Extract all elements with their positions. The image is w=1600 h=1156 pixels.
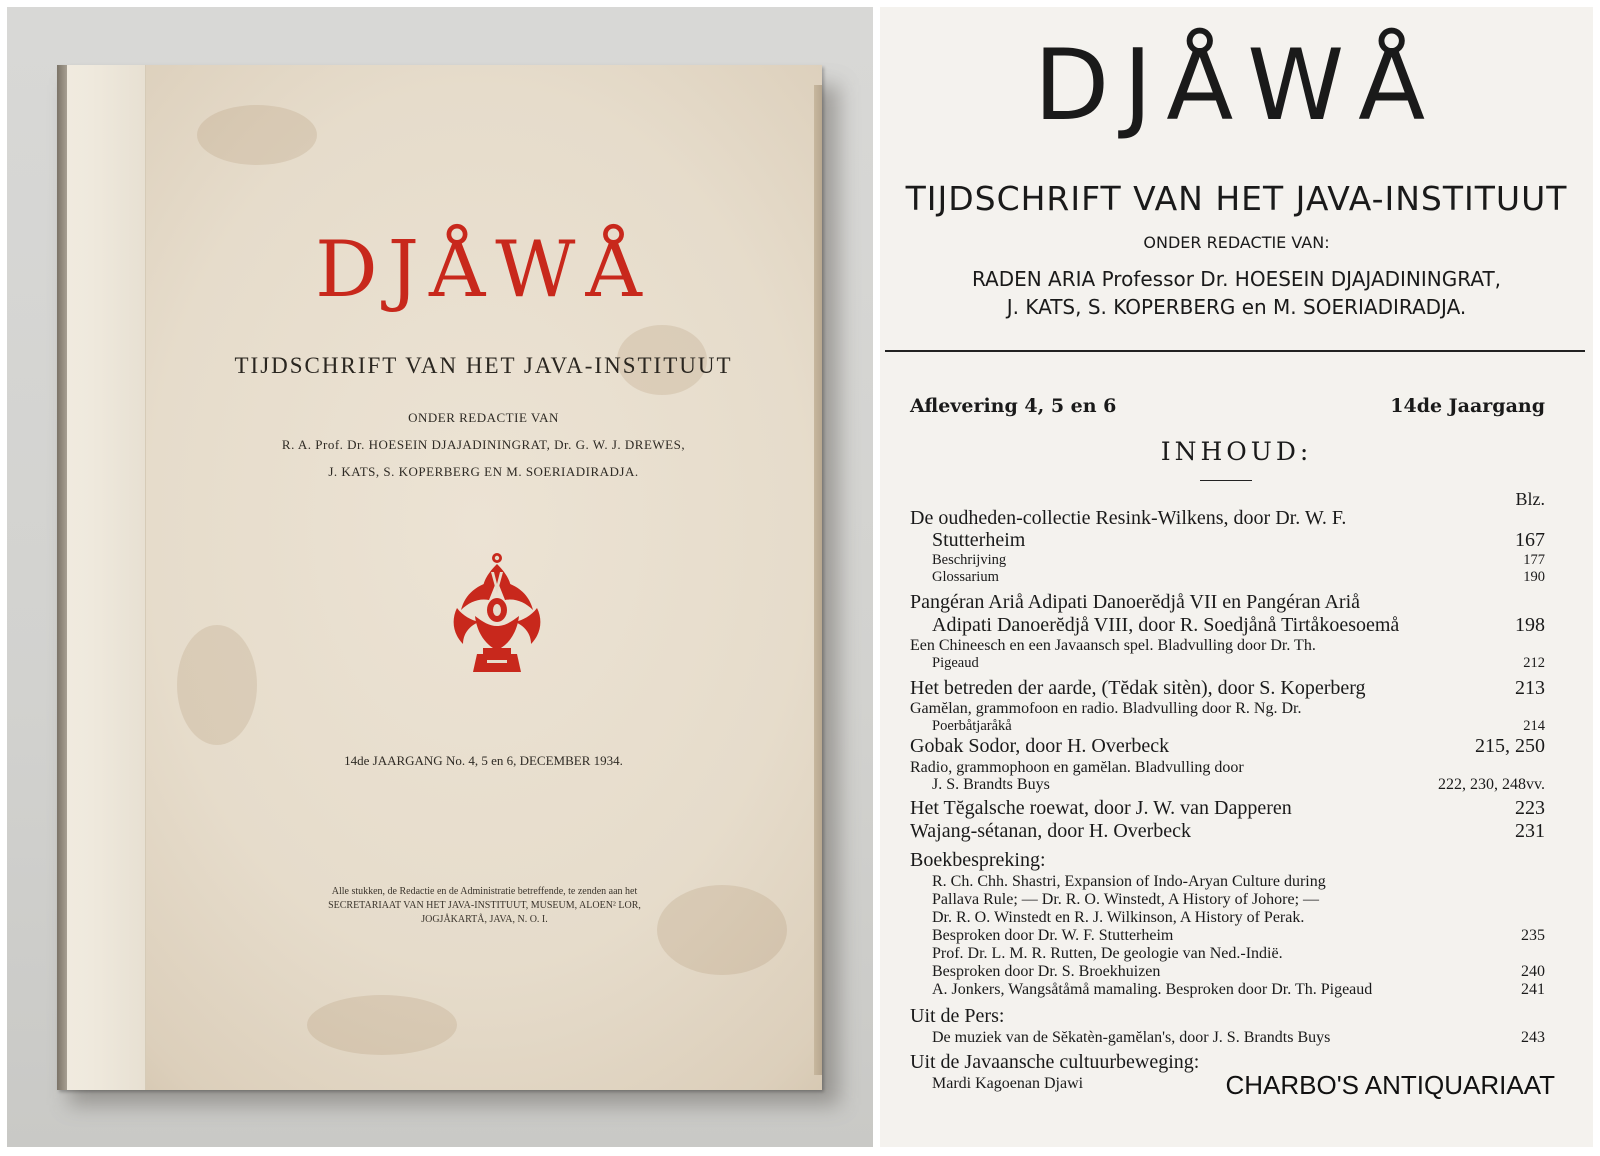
cover-subtitle: TIJDSCHRIFT VAN HET JAVA-INSTITUUT (234, 353, 733, 378)
booklet-cover (57, 65, 822, 1090)
cover-address-note: SECRETARIAAT VAN HET JAVA-INSTITUUT, MUSEUM, ALOEN² LOR, (328, 900, 641, 911)
cover-title: DJÅWÅ (315, 225, 652, 315)
cover-editors-heading: ONDER REDACTIE VAN (408, 410, 559, 425)
editors-line: J. KATS, S. KOPERBERG en M. SOERIADIRADJA. (1006, 295, 1467, 319)
garuda-emblem-icon (447, 550, 547, 680)
issue-number: Aflevering 4, 5 en 6 (910, 395, 1117, 417)
volume-number: 14de Jaargang (1390, 395, 1545, 417)
page-column-label: Blz. (1515, 489, 1545, 509)
editors-line: RADEN ARIA Professor Dr. HOESEIN DJAJADININGRAT, (971, 267, 1502, 291)
cover-photo (7, 7, 873, 1147)
contents-heading: INHOUD: (1160, 437, 1313, 466)
foxing-stain (177, 625, 257, 745)
booklet-spine (57, 65, 146, 1090)
journal-subtitle: TIJDSCHRIFT VAN HET JAVA-INSTITUUT (905, 179, 1568, 218)
cover-issue: 14de JAARGANG No. 4, 5 en 6, DECEMBER 1934. (344, 753, 623, 768)
cover-address-note: JOGJÅKARTÅ, JAVA, N. O. I. (421, 914, 548, 925)
spine-edge (57, 65, 67, 1090)
foxing-stain (197, 105, 317, 165)
editors-heading: ONDER REDACTIE VAN: (1143, 233, 1330, 252)
divider (885, 350, 1585, 352)
short-divider (1200, 480, 1252, 481)
foxing-stain (307, 995, 457, 1055)
contents-page-scan: DJÅWÅ TIJDSCHRIFT VAN HET JAVA-INSTITUUT ONDER REDACTIE VAN: RADEN ARIA Professor Dr. HOESEIN DJAJADININGRAT, J. KATS, S. KOPERBERG en M. SOERIADIRADJA. Aflevering 4, 5 en 6 14de Jaargang INHOUD: Blz. De oudheden-collectie Resink-Wilkens, door Dr. W. F. Stutterheim 167 Beschrijving 177 Glossarium 190 Pangéran Ariå Adipati Danoerĕdjå VII en Pangéran Ariå Adipati Danoerĕdjå VIII, door R. Soedjånå Tirtåkoesoemå 198 Een Chineesch en een Javaansch spel. Bladvulling door Dr. Th. Pigeaud 212 Het betreden der aarde, (Tĕdak sitèn), door S. Koperberg 213 Gamĕlan, grammofoon en radio. Bladvulling door R. Ng. Dr. Poerbåtjaråkå 214 Gobak Sodor, door H. Overbeck 215, 250 Radio, grammophoon en gamĕlan. Bladvulling door J. S. Brandts Buys 222, 230, 248vv. Het Tĕgalsche roewat, door J. W. van Dapperen 223 Wajang-sétanan, door H. Overbeck 231 Boekbespreking: R. Ch. Chh. Shastri, Expansion of Indo-Aryan Culture during Pallava Rule; — Dr. R. O. Winstedt, A History of Johore; — Dr. R. O. Winstedt en R. J. Wilkinson, A History of Perak. Besproken door Dr. W. F. Stutterheim 235 Prof. Dr. L. M. R. Rutten, De geologie van Ned.-Indië. Besproken door Dr. S. Broekhuizen 240 A. Jonkers, Wangsåtåmå mamaling. Besproken door Dr. Th. Pigeaud 241 Uit de Pers: De muziek van de Sĕkatèn-gamĕlan's, door J. S. Brandts Buys 243 Uit de Javaansche cultuurbeweging: Mardi Kagoenan Djawi CHARBO'S ANTIQUARIAAT (880, 7, 1593, 1147)
cover-editors-line: J. KATS, S. KOPERBERG EN M. SOERIADIRADJA. (328, 464, 639, 479)
journal-title: DJÅWÅ (1033, 29, 1440, 143)
watermark: CHARBO'S ANTIQUARIAAT (1225, 1070, 1555, 1100)
cover-editors-line: R. A. Prof. Dr. HOESEIN DJAJADININGRAT, Dr. G. W. J. DREWES, (281, 437, 686, 452)
cover-address-note: Alle stukken, de Redactie en de Administratie betreffende, te zenden aan het (331, 886, 638, 897)
